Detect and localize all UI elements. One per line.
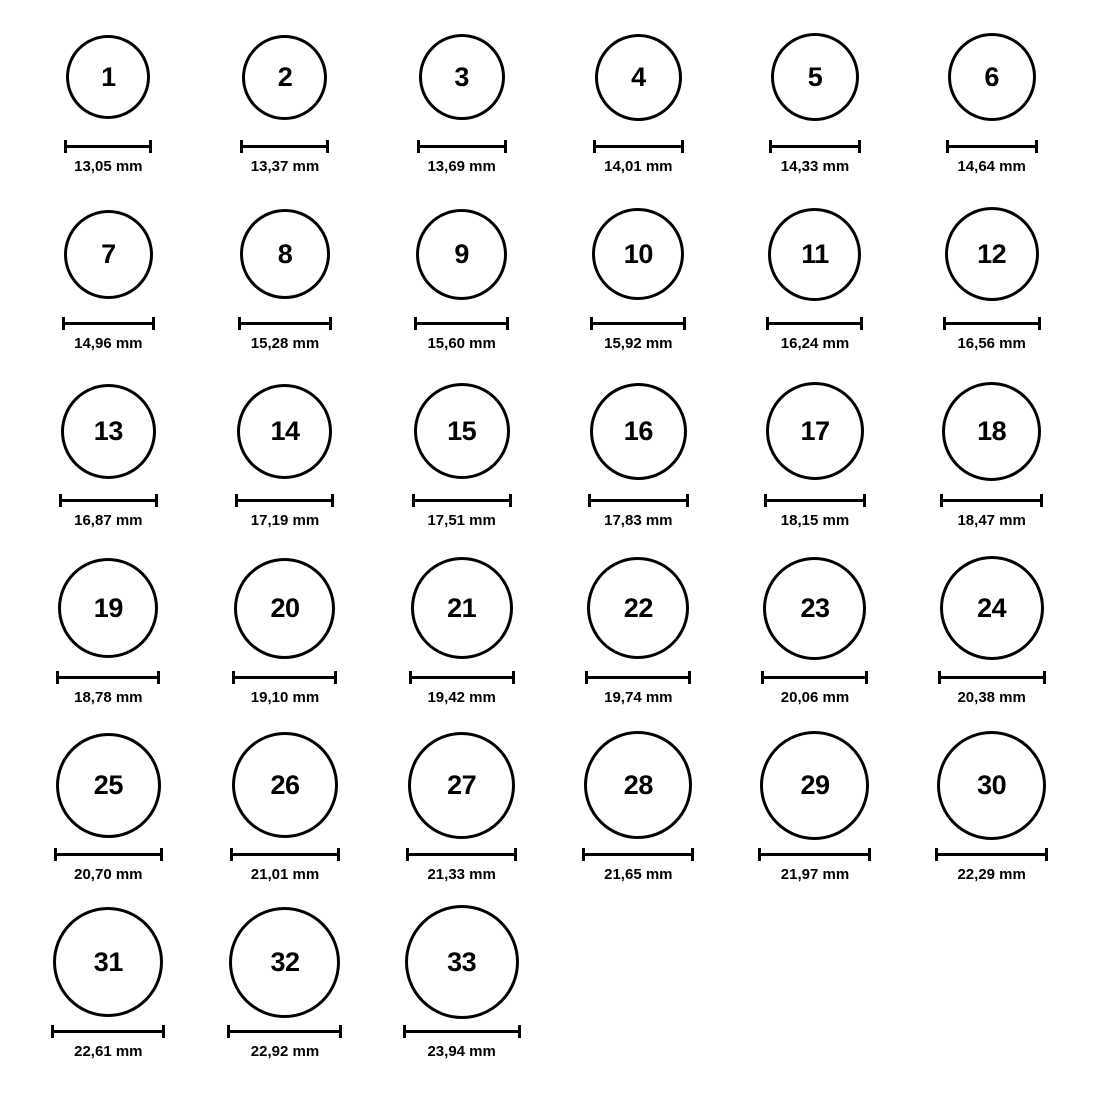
ring-size-cell — [20, 549, 197, 726]
ring-diameter-label: 13,69 mm — [427, 158, 496, 175]
diameter-ruler-icon — [417, 140, 507, 151]
ruler-cap-left — [769, 140, 772, 153]
ring-diameter-label: 20,06 mm — [780, 689, 850, 706]
ruler-cap-left — [940, 494, 943, 507]
ring-diameter-label: 16,56 mm — [957, 335, 1026, 352]
ring-size-cell — [727, 18, 904, 195]
ruler-bar — [235, 499, 334, 502]
ruler-cap-right — [514, 848, 517, 861]
ruler-cap-left — [758, 848, 761, 861]
ring-size-cell — [903, 549, 1080, 726]
ruler-cap-right — [512, 671, 515, 684]
ring-diameter-label: 21,65 mm — [604, 866, 673, 883]
ruler-cap-right — [686, 494, 689, 507]
ring-circle-icon — [414, 383, 510, 479]
ring-circle-icon — [64, 210, 153, 299]
diameter-ruler-icon — [409, 671, 515, 682]
ruler-bar — [51, 1030, 165, 1033]
diameter-ruler-icon — [588, 494, 689, 505]
ruler-bar — [943, 322, 1041, 325]
ring-circle-icon — [587, 557, 689, 659]
ring-size-cell — [373, 726, 550, 903]
ring-diameter-label: 21,01 mm — [250, 866, 320, 883]
ruler-bar — [409, 676, 515, 679]
ring-size-cell — [197, 903, 374, 1080]
ring-size-number: 27 — [447, 769, 477, 800]
ring-circle-icon — [419, 34, 505, 120]
ruler-cap-right — [337, 848, 340, 861]
ring-size-cell — [197, 549, 374, 726]
ring-circle-wrapper — [234, 549, 335, 667]
ring-size-number: 25 — [93, 769, 123, 800]
ruler-cap-left — [414, 317, 417, 330]
ruler-cap-left — [593, 140, 596, 153]
ring-diameter-label: 23,94 mm — [427, 1043, 496, 1060]
ruler-cap-left — [412, 494, 415, 507]
ruler-bar — [761, 676, 868, 679]
ruler-cap-left — [938, 671, 941, 684]
ring-size-cell — [550, 372, 727, 549]
ruler-cap-right — [504, 140, 507, 153]
ring-circle-wrapper — [64, 195, 153, 313]
ring-size-number: 10 — [623, 238, 653, 269]
ring-circle-icon — [592, 208, 684, 300]
ring-circle-icon — [768, 208, 861, 301]
ruler-bar — [62, 322, 155, 325]
ring-size-number: 29 — [800, 769, 830, 800]
ring-size-number: 8 — [277, 238, 293, 269]
ring-diameter-label: 15,60 mm — [427, 335, 496, 352]
ring-circle-wrapper — [242, 18, 327, 136]
ring-size-number: 3 — [454, 61, 469, 92]
ring-size-number: 7 — [101, 238, 116, 269]
ring-size-number: 6 — [984, 61, 999, 92]
ring-circle-icon — [61, 384, 156, 479]
ring-diameter-label: 22,61 mm — [74, 1043, 143, 1060]
ring-circle-wrapper — [590, 372, 687, 490]
diameter-ruler-icon — [758, 848, 871, 859]
ring-size-cell — [373, 195, 550, 372]
ring-size-cell — [727, 372, 904, 549]
ruler-cap-right — [681, 140, 684, 153]
ruler-bar — [56, 676, 160, 679]
diameter-ruler-icon — [56, 671, 160, 682]
ring-circle-icon — [760, 731, 869, 840]
ring-circle-wrapper — [940, 549, 1044, 667]
ring-circle-icon — [242, 35, 327, 120]
ruler-cap-right — [506, 317, 509, 330]
diameter-ruler-icon — [51, 1025, 165, 1036]
diameter-ruler-icon — [582, 848, 694, 859]
ruler-cap-right — [868, 848, 871, 861]
ring-diameter-label: 18,47 mm — [957, 512, 1026, 529]
ruler-bar — [769, 145, 861, 148]
ring-size-number: 2 — [277, 61, 293, 92]
ring-circle-wrapper — [937, 726, 1046, 844]
diameter-ruler-icon — [227, 1025, 342, 1036]
ring-size-number: 14 — [270, 415, 300, 446]
diameter-ruler-icon — [943, 317, 1041, 328]
ruler-cap-left — [240, 140, 243, 153]
ring-diameter-label: 21,97 mm — [780, 866, 850, 883]
ruler-bar — [240, 145, 329, 148]
ruler-cap-left — [232, 671, 235, 684]
ring-circle-icon — [237, 384, 332, 479]
ring-size-cell — [373, 372, 550, 549]
ring-size-number: 30 — [977, 769, 1007, 800]
diameter-ruler-icon — [403, 1025, 521, 1036]
ruler-cap-right — [331, 494, 334, 507]
ring-size-cell — [903, 195, 1080, 372]
ring-size-number: 22 — [623, 592, 653, 623]
ring-size-number: 9 — [454, 238, 469, 269]
ring-size-number: 5 — [807, 61, 823, 92]
ring-size-cell — [727, 549, 904, 726]
ruler-bar — [412, 499, 512, 502]
ring-circle-wrapper — [771, 18, 859, 136]
ruler-bar — [414, 322, 509, 325]
diameter-ruler-icon — [232, 671, 337, 682]
ring-circle-wrapper — [229, 903, 340, 1021]
ring-circle-icon — [416, 209, 507, 300]
ruler-bar — [227, 1030, 342, 1033]
ruler-cap-right — [155, 494, 158, 507]
ruler-bar — [938, 676, 1046, 679]
ring-size-cell — [20, 726, 197, 903]
ruler-cap-right — [1043, 671, 1046, 684]
ruler-cap-right — [1038, 317, 1041, 330]
ruler-cap-left — [62, 317, 65, 330]
ruler-cap-left — [64, 140, 67, 153]
ring-size-number: 18 — [977, 415, 1007, 446]
ring-diameter-label: 16,24 mm — [780, 335, 850, 352]
ring-circle-icon — [945, 207, 1039, 301]
ring-circle-wrapper — [61, 372, 156, 490]
ring-circle-wrapper — [942, 372, 1041, 490]
ring-circle-icon — [411, 557, 513, 659]
ruler-bar — [238, 322, 332, 325]
ring-size-cell — [550, 726, 727, 903]
ring-circle-wrapper — [592, 195, 684, 313]
ring-circle-wrapper — [53, 903, 163, 1021]
ruler-cap-right — [157, 671, 160, 684]
ring-size-cell — [20, 18, 197, 195]
ruler-cap-left — [946, 140, 949, 153]
diameter-ruler-icon — [62, 317, 155, 328]
diameter-ruler-icon — [940, 494, 1043, 505]
ring-circle-wrapper — [584, 726, 692, 844]
diameter-ruler-icon — [59, 494, 158, 505]
ring-size-cell — [550, 549, 727, 726]
ring-size-number: 1 — [101, 61, 116, 92]
diameter-ruler-icon — [946, 140, 1038, 151]
diameter-ruler-icon — [764, 494, 866, 505]
ring-circle-icon — [240, 209, 330, 299]
ring-circle-icon — [948, 33, 1036, 121]
ring-circle-wrapper — [411, 549, 513, 667]
ring-size-cell — [373, 903, 550, 1080]
ring-circle-wrapper — [766, 372, 864, 490]
ring-size-cell — [550, 18, 727, 195]
ring-circle-wrapper — [416, 195, 507, 313]
ruler-bar — [403, 1030, 521, 1033]
ring-size-cell — [20, 195, 197, 372]
ring-diameter-label: 17,83 mm — [604, 512, 673, 529]
ring-circle-wrapper — [419, 18, 505, 136]
ring-size-number: 20 — [270, 592, 300, 623]
ring-size-number: 28 — [623, 769, 653, 800]
ring-size-number: 23 — [800, 592, 830, 623]
ruler-cap-right — [865, 671, 868, 684]
ring-diameter-label: 19,10 mm — [250, 689, 320, 706]
ring-diameter-label: 19,74 mm — [604, 689, 673, 706]
ruler-cap-right — [1040, 494, 1043, 507]
ruler-cap-left — [409, 671, 412, 684]
diameter-ruler-icon — [769, 140, 861, 151]
ruler-cap-right — [329, 317, 332, 330]
ring-size-number: 16 — [623, 415, 653, 446]
ring-diameter-label: 20,70 mm — [74, 866, 143, 883]
ring-size-number: 31 — [93, 946, 123, 977]
ring-size-number: 4 — [631, 61, 646, 92]
ring-diameter-label: 21,33 mm — [427, 866, 496, 883]
ring-diameter-label: 18,78 mm — [74, 689, 143, 706]
ring-circle-icon — [58, 558, 158, 658]
diameter-ruler-icon — [238, 317, 332, 328]
ring-circle-icon — [584, 731, 692, 839]
ring-diameter-label: 18,15 mm — [780, 512, 850, 529]
ring-circle-wrapper — [408, 726, 515, 844]
ruler-bar — [590, 322, 686, 325]
ring-circle-wrapper — [58, 549, 158, 667]
ruler-bar — [230, 853, 340, 856]
ruler-bar — [406, 853, 517, 856]
ring-diameter-label: 22,92 mm — [250, 1043, 320, 1060]
ring-size-cell — [20, 372, 197, 549]
ring-circle-wrapper — [595, 18, 682, 136]
ring-size-cell — [903, 18, 1080, 195]
ruler-cap-left — [238, 317, 241, 330]
ring-circle-icon — [405, 905, 519, 1019]
ruler-cap-right — [858, 140, 861, 153]
ruler-bar — [585, 676, 691, 679]
ruler-cap-left — [235, 494, 238, 507]
ruler-bar — [54, 853, 163, 856]
diameter-ruler-icon — [230, 848, 340, 859]
ring-size-cell — [903, 372, 1080, 549]
ruler-cap-left — [59, 494, 62, 507]
ring-size-cell — [727, 726, 904, 903]
ruler-cap-left — [56, 671, 59, 684]
ring-size-number: 24 — [977, 592, 1007, 623]
diameter-ruler-icon — [412, 494, 512, 505]
ring-diameter-label: 13,05 mm — [74, 158, 143, 175]
ring-diameter-label: 20,38 mm — [957, 689, 1026, 706]
ruler-bar — [935, 853, 1048, 856]
ring-size-cell — [373, 18, 550, 195]
ring-circle-icon — [937, 731, 1046, 840]
ring-size-number: 12 — [977, 238, 1007, 269]
ruler-cap-left — [761, 671, 764, 684]
ring-size-number: 13 — [93, 415, 123, 446]
ruler-cap-right — [688, 671, 691, 684]
ruler-cap-right — [860, 317, 863, 330]
ruler-cap-left — [585, 671, 588, 684]
ring-circle-icon — [229, 907, 340, 1018]
diameter-ruler-icon — [935, 848, 1048, 859]
ring-circle-wrapper — [948, 18, 1036, 136]
ruler-cap-right — [1035, 140, 1038, 153]
ruler-cap-right — [518, 1025, 521, 1038]
ring-diameter-label: 19,42 mm — [427, 689, 496, 706]
ring-diameter-label: 17,51 mm — [427, 512, 496, 529]
ruler-cap-right — [160, 848, 163, 861]
ruler-bar — [588, 499, 689, 502]
ring-circle-icon — [590, 383, 687, 480]
diameter-ruler-icon — [235, 494, 334, 505]
ruler-cap-left — [403, 1025, 406, 1038]
ruler-bar — [417, 145, 507, 148]
ring-circle-wrapper — [945, 195, 1039, 313]
ring-circle-wrapper — [66, 18, 150, 136]
ring-diameter-label: 15,92 mm — [604, 335, 673, 352]
ruler-cap-left — [417, 140, 420, 153]
ruler-bar — [593, 145, 684, 148]
ring-size-cell — [550, 195, 727, 372]
ring-size-number: 26 — [270, 769, 300, 800]
ruler-cap-right — [339, 1025, 342, 1038]
ring-size-cell — [20, 903, 197, 1080]
diameter-ruler-icon — [54, 848, 163, 859]
ring-size-cell — [197, 195, 374, 372]
ring-circle-wrapper — [763, 549, 866, 667]
ring-circle-wrapper — [232, 726, 338, 844]
diameter-ruler-icon — [406, 848, 517, 859]
ruler-cap-right — [334, 671, 337, 684]
ring-size-number: 19 — [93, 592, 123, 623]
diameter-ruler-icon — [414, 317, 509, 328]
ruler-cap-left — [935, 848, 938, 861]
ruler-cap-left — [51, 1025, 54, 1038]
diameter-ruler-icon — [761, 671, 868, 682]
ruler-cap-right — [1045, 848, 1048, 861]
ring-size-number: 17 — [800, 415, 830, 446]
diameter-ruler-icon — [590, 317, 686, 328]
ring-circle-icon — [234, 558, 335, 659]
ruler-bar — [59, 499, 158, 502]
ring-circle-icon — [763, 557, 866, 660]
ring-circle-icon — [408, 732, 515, 839]
ruler-bar — [766, 322, 863, 325]
ruler-cap-right — [683, 317, 686, 330]
ring-circle-icon — [940, 556, 1044, 660]
diameter-ruler-icon — [593, 140, 684, 151]
ruler-cap-left — [943, 317, 946, 330]
ring-diameter-label: 14,01 mm — [604, 158, 673, 175]
ring-circle-wrapper — [760, 726, 869, 844]
ring-circle-wrapper — [56, 726, 161, 844]
ring-size-cell — [373, 549, 550, 726]
ring-circle-icon — [771, 33, 859, 121]
ring-circle-icon — [766, 382, 864, 480]
ruler-cap-right — [509, 494, 512, 507]
ruler-bar — [764, 499, 866, 502]
ring-diameter-label: 13,37 mm — [250, 158, 320, 175]
ring-size-cell — [197, 18, 374, 195]
ring-size-number: 15 — [447, 415, 477, 446]
ruler-bar — [940, 499, 1043, 502]
ruler-bar — [946, 145, 1038, 148]
ring-circle-wrapper — [414, 372, 510, 490]
ruler-cap-right — [326, 140, 329, 153]
ring-circle-icon — [56, 733, 161, 838]
diameter-ruler-icon — [240, 140, 329, 151]
ruler-cap-right — [152, 317, 155, 330]
ring-size-number: 32 — [270, 946, 300, 977]
ring-diameter-label: 17,19 mm — [250, 512, 320, 529]
ruler-cap-left — [227, 1025, 230, 1038]
ruler-cap-right — [149, 140, 152, 153]
diameter-ruler-icon — [766, 317, 863, 328]
ring-circle-wrapper — [405, 903, 519, 1021]
diameter-ruler-icon — [938, 671, 1046, 682]
ring-size-cell — [197, 726, 374, 903]
diameter-ruler-icon — [585, 671, 691, 682]
ruler-bar — [582, 853, 694, 856]
diameter-ruler-icon — [64, 140, 152, 151]
ruler-cap-left — [406, 848, 409, 861]
ring-circle-icon — [232, 732, 338, 838]
ring-size-number: 21 — [447, 592, 477, 623]
ruler-cap-left — [766, 317, 769, 330]
ring-size-number: 11 — [801, 238, 829, 269]
ring-size-cell — [727, 195, 904, 372]
ruler-cap-right — [162, 1025, 165, 1038]
ring-circle-icon — [53, 907, 163, 1017]
ruler-bar — [64, 145, 152, 148]
ring-circle-icon — [942, 382, 1041, 481]
ruler-cap-right — [691, 848, 694, 861]
ring-size-number: 33 — [447, 946, 477, 977]
ring-diameter-label: 16,87 mm — [74, 512, 143, 529]
ring-circle-icon — [595, 34, 682, 121]
ring-circle-icon — [66, 35, 150, 119]
ruler-cap-left — [230, 848, 233, 861]
ruler-cap-left — [54, 848, 57, 861]
ruler-bar — [232, 676, 337, 679]
ring-circle-wrapper — [240, 195, 330, 313]
ring-diameter-label: 14,33 mm — [780, 158, 850, 175]
ring-circle-wrapper — [237, 372, 332, 490]
ruler-cap-right — [863, 494, 866, 507]
ruler-cap-left — [590, 317, 593, 330]
ring-size-cell — [903, 726, 1080, 903]
ring-size-cell — [197, 372, 374, 549]
ruler-bar — [758, 853, 871, 856]
ring-diameter-label: 14,64 mm — [957, 158, 1026, 175]
ruler-cap-left — [582, 848, 585, 861]
ring-diameter-label: 15,28 mm — [250, 335, 320, 352]
ruler-cap-left — [588, 494, 591, 507]
ring-circle-wrapper — [768, 195, 861, 313]
ruler-cap-left — [764, 494, 767, 507]
ring-diameter-label: 14,96 mm — [74, 335, 143, 352]
ring-diameter-label: 22,29 mm — [957, 866, 1026, 883]
ring-circle-wrapper — [587, 549, 689, 667]
ring-size-grid — [20, 18, 1080, 1080]
